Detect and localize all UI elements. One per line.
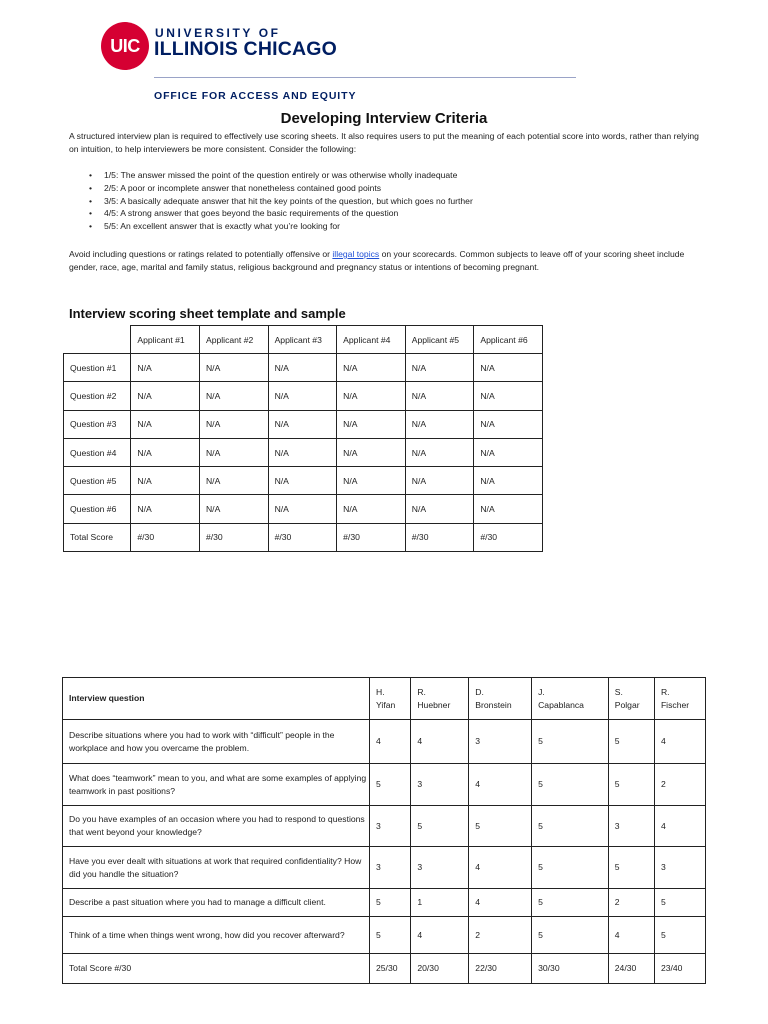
candidate-initial: R. — [660, 686, 670, 697]
table-cell: N/A — [337, 495, 406, 523]
score-cell: 5 — [532, 889, 609, 917]
table-cell: #/30 — [268, 523, 337, 551]
table-header-cell: Applicant #4 — [337, 326, 406, 354]
score-cell: 2 — [608, 889, 654, 917]
avoid-paragraph — [69, 248, 709, 274]
total-cell: 22/30 — [469, 954, 532, 984]
score-cell: 5 — [469, 806, 532, 847]
score-scale-list — [89, 169, 689, 233]
score-cell: 3 — [608, 806, 654, 847]
page-title: Developing Interview Criteria — [280, 110, 488, 127]
table-cell: N/A — [337, 382, 406, 410]
candidate-initial: D. — [475, 686, 484, 697]
table-cell: N/A — [131, 354, 200, 382]
candidate-surname: Polgar — [614, 699, 640, 710]
table-cell: N/A — [474, 438, 543, 466]
table-cell: N/A — [268, 382, 337, 410]
table-header-row — [63, 678, 706, 720]
table-cell: #/30 — [131, 523, 200, 551]
interview-question: Do you have examples of an occasion where you had to respond to questions that went beyond your knowledge? — [63, 806, 370, 847]
row-label: Question #6 — [64, 495, 131, 523]
sample-table — [62, 677, 706, 984]
illegal-topics-link[interactable]: illegal topics — [332, 249, 380, 259]
score-cell: 4 — [370, 720, 411, 764]
score-cell: 4 — [411, 720, 469, 764]
total-cell: 23/40 — [654, 954, 705, 984]
table-cell: N/A — [199, 467, 268, 495]
table-row — [63, 917, 706, 954]
score-cell: 4 — [608, 917, 654, 954]
candidate-header — [608, 678, 654, 720]
row-label: Question #4 — [64, 438, 131, 466]
table-cell: N/A — [405, 438, 474, 466]
score-cell: 4 — [469, 764, 532, 806]
table-row — [64, 354, 543, 382]
table-cell: N/A — [474, 495, 543, 523]
table-row — [64, 438, 543, 466]
table-cell: N/A — [199, 410, 268, 438]
score-cell: 5 — [532, 806, 609, 847]
avoid-text-before: Avoid including questions or ratings related to potentially offensive or — [69, 249, 333, 259]
row-label: Total Score — [64, 523, 131, 551]
score-cell: 5 — [608, 720, 654, 764]
score-cell: 5 — [532, 720, 609, 764]
table-cell: N/A — [405, 382, 474, 410]
interview-question: What does “teamwork” mean to you, and what are some examples of applying teamwork in past positions? — [63, 764, 370, 806]
total-cell: 25/30 — [370, 954, 411, 984]
total-cell: 24/30 — [608, 954, 654, 984]
table-cell: N/A — [337, 438, 406, 466]
table-cell: N/A — [337, 467, 406, 495]
candidate-header — [469, 678, 532, 720]
score-cell: 5 — [532, 847, 609, 889]
table-row — [64, 467, 543, 495]
avoid-text-after: on your scorecards. Common subjects to leave off of your scoring sheet include gender, race, age, marital and family status, religious background and pregnancy status or intentions of becoming pregnant. — [69, 249, 685, 272]
table-cell: N/A — [474, 354, 543, 382]
score-cell: 2 — [469, 917, 532, 954]
candidate-surname: Bronstein — [475, 699, 512, 710]
score-cell: 2 — [654, 764, 705, 806]
table-cell: N/A — [199, 438, 268, 466]
interview-question: Have you ever dealt with situations at work that required confidentiality? How did you handle the situation? — [63, 847, 370, 889]
university-line2: ILLINOIS CHICAGO — [154, 38, 338, 60]
candidate-header — [370, 678, 411, 720]
table-cell: N/A — [474, 467, 543, 495]
table-header-cell: Applicant #2 — [199, 326, 268, 354]
table-cell: N/A — [337, 354, 406, 382]
table-header-cell: Applicant #6 — [474, 326, 543, 354]
question-header: Interview question — [63, 678, 370, 720]
table-row — [63, 806, 706, 847]
table-cell: N/A — [131, 410, 200, 438]
table-row — [63, 889, 706, 917]
table-cell: N/A — [268, 354, 337, 382]
list-item: • 1/5: The answer missed the point of the question entirely or was otherwise wholly inadequate — [89, 169, 689, 182]
office-name: OFFICE FOR ACCESS AND EQUITY — [154, 90, 357, 102]
score-cell: 4 — [654, 806, 705, 847]
template-table — [63, 325, 543, 552]
score-cell: 5 — [370, 764, 411, 806]
table-cell: N/A — [268, 467, 337, 495]
list-item: • 2/5: A poor or incomplete answer that nonetheless contained good points — [89, 182, 689, 195]
row-label: Question #2 — [64, 382, 131, 410]
score-cell: 4 — [469, 847, 532, 889]
score-cell: 3 — [370, 806, 411, 847]
score-cell: 5 — [411, 806, 469, 847]
table-cell: #/30 — [337, 523, 406, 551]
intro-paragraph: A structured interview plan is required to effectively use scoring sheets. It also requires users to put the meaning of each potential score into words, rather than relying on intuition, to help interviewers be more consistent. Consider the following: — [69, 131, 699, 154]
table-cell: N/A — [199, 495, 268, 523]
score-cell: 3 — [370, 847, 411, 889]
total-label: Total Score #/30 — [63, 954, 370, 984]
table-cell: N/A — [405, 354, 474, 382]
table-row — [64, 410, 543, 438]
table-cell: N/A — [131, 438, 200, 466]
candidate-surname: Capablanca — [538, 699, 584, 710]
candidate-surname: Yifan — [376, 699, 396, 710]
candidate-header — [654, 678, 705, 720]
score-cell: 5 — [608, 764, 654, 806]
table-cell: N/A — [474, 382, 543, 410]
row-label: Question #1 — [64, 354, 131, 382]
table-cell: N/A — [405, 410, 474, 438]
table-cell: N/A — [268, 438, 337, 466]
table-cell: N/A — [337, 410, 406, 438]
table-cell: N/A — [268, 410, 337, 438]
interview-question: Describe situations where you had to work with “difficult” people in the workplace and how you overcame the problem. — [63, 720, 370, 764]
score-cell: 3 — [469, 720, 532, 764]
university-line1: UNIVERSITY OF — [155, 26, 281, 40]
table-cell: N/A — [199, 382, 268, 410]
table-row — [64, 523, 543, 551]
list-item: • 5/5: An excellent answer that is exactly what you’re looking for — [89, 220, 689, 233]
table-row — [63, 847, 706, 889]
candidate-initial: R. — [417, 686, 426, 697]
score-cell: 1 — [411, 889, 469, 917]
table-header-cell: Applicant #1 — [131, 326, 200, 354]
score-cell: 5 — [608, 847, 654, 889]
score-cell: 5 — [370, 917, 411, 954]
table-cell: #/30 — [199, 523, 268, 551]
list-item: • 3/5: A basically adequate answer that hit the key points of the question, but which goes no further — [89, 195, 689, 208]
score-cell: 5 — [370, 889, 411, 917]
score-cell: 5 — [532, 764, 609, 806]
interview-question: Describe a past situation where you had to manage a difficult client. — [63, 889, 370, 917]
table-cell: N/A — [131, 467, 200, 495]
table-cell: N/A — [474, 410, 543, 438]
candidate-surname: Huebner — [417, 699, 451, 710]
list-item: • 4/5: A strong answer that goes beyond the basic requirements of the question — [89, 207, 689, 220]
row-label: Question #3 — [64, 410, 131, 438]
candidate-header — [532, 678, 609, 720]
score-cell: 4 — [654, 720, 705, 764]
table-row — [63, 720, 706, 764]
score-cell: 4 — [411, 917, 469, 954]
score-cell: 3 — [411, 847, 469, 889]
header-divider — [154, 77, 576, 78]
table-row — [63, 764, 706, 806]
score-cell: 5 — [654, 889, 705, 917]
row-label: Question #5 — [64, 467, 131, 495]
candidate-initial: S. — [614, 686, 623, 697]
table-cell: N/A — [268, 495, 337, 523]
table-header-cell — [64, 326, 131, 354]
uic-logo: UIC — [101, 22, 149, 70]
table-cell: #/30 — [405, 523, 474, 551]
table-row — [64, 382, 543, 410]
table-header-cell: Applicant #3 — [268, 326, 337, 354]
table-row — [64, 495, 543, 523]
interview-question: Think of a time when things went wrong, how did you recover afterward? — [63, 917, 370, 954]
score-cell: 3 — [411, 764, 469, 806]
candidate-header — [411, 678, 469, 720]
table-cell: N/A — [405, 467, 474, 495]
candidate-surname: Fischer — [660, 699, 690, 710]
score-cell: 4 — [469, 889, 532, 917]
candidate-initial: J. — [538, 686, 545, 697]
total-cell: 30/30 — [532, 954, 609, 984]
score-cell: 3 — [654, 847, 705, 889]
total-row — [63, 954, 706, 984]
score-cell: 5 — [532, 917, 609, 954]
section-heading: Interview scoring sheet template and sample — [69, 306, 346, 321]
table-cell: N/A — [405, 495, 474, 523]
table-cell: N/A — [131, 382, 200, 410]
table-cell: N/A — [199, 354, 268, 382]
score-cell: 5 — [654, 917, 705, 954]
table-cell: N/A — [131, 495, 200, 523]
table-cell: #/30 — [474, 523, 543, 551]
candidate-initial: H. — [376, 686, 385, 697]
total-cell: 20/30 — [411, 954, 469, 984]
table-header-cell: Applicant #5 — [405, 326, 474, 354]
table-header-row — [64, 326, 543, 354]
